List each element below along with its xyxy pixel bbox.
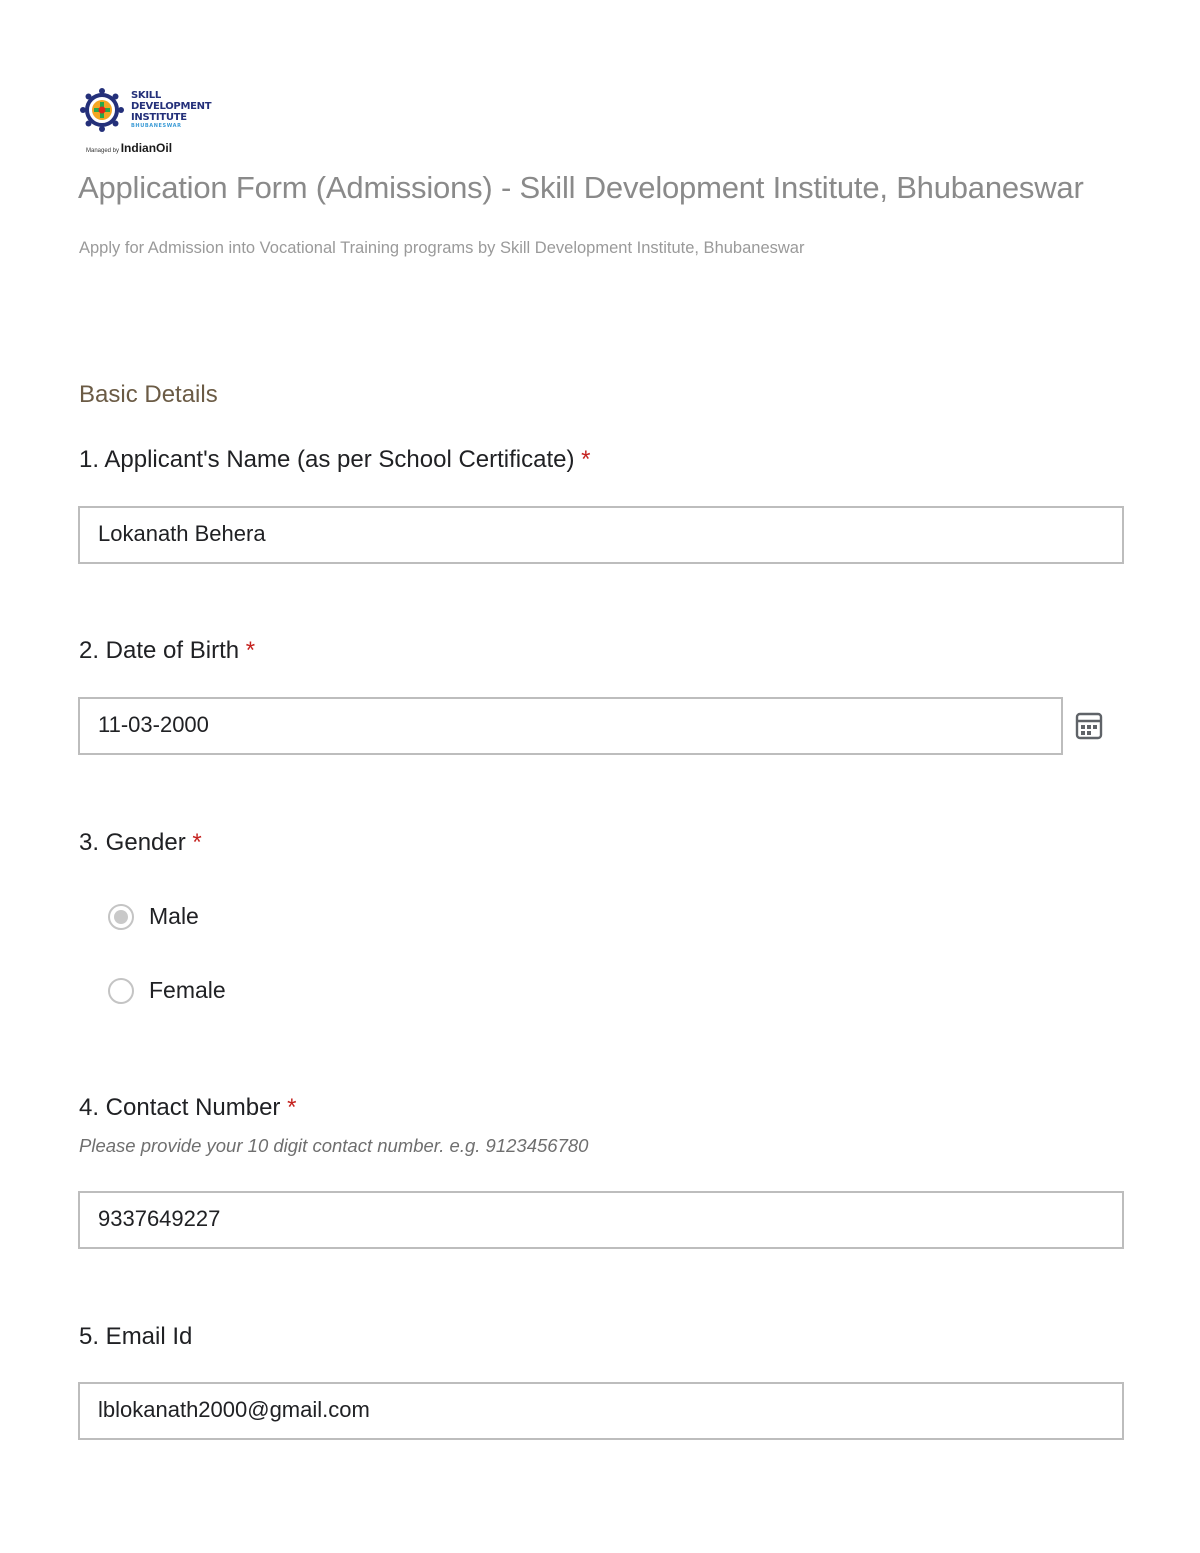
radio-selected-dot	[114, 910, 128, 924]
email-input[interactable]	[78, 1382, 1124, 1440]
email-input-value: lblokanath2000@gmail.com	[98, 1397, 370, 1422]
logo-line-2: DEVELOPMENT	[131, 101, 212, 112]
managed-by-brand: IndianOil	[120, 141, 173, 155]
logo-line-3: INSTITUTE	[131, 112, 187, 123]
section-title: Basic Details	[79, 381, 218, 408]
gender-option-label: Male	[149, 903, 199, 929]
contact-help-text: Please provide your 10 digit contact number. e.g. 9123456780	[79, 1135, 589, 1156]
question-contact-label	[79, 1094, 296, 1122]
question-dob-text: 2. Date of Birth	[79, 637, 240, 664]
radio-button[interactable]	[108, 978, 134, 1004]
required-marker: *	[581, 446, 591, 473]
logo-line-4: BHUBANESWAR	[131, 123, 182, 129]
logo-managed-by	[86, 141, 172, 155]
form-title: Application Form (Admissions) - Skill Development Institute, Bhubaneswar	[78, 170, 1084, 205]
question-gender-label	[79, 829, 202, 857]
required-marker: *	[245, 637, 256, 664]
form-description: Apply for Admission into Vocational Training programs by Skill Development Institute, Bhubaneswar	[79, 239, 805, 257]
question-email-label	[79, 1323, 192, 1351]
calendar-icon[interactable]	[1075, 711, 1103, 741]
question-dob-label	[79, 637, 255, 665]
contact-input-value: 9337649227	[98, 1206, 221, 1231]
name-input-value: Lokanath Behera	[98, 521, 266, 546]
question-name-text: 1. Applicant's Name (as per School Certificate)	[79, 446, 575, 473]
gender-option-label: Female	[149, 977, 226, 1003]
gear-emblem-icon	[78, 86, 126, 134]
logo-wordmark	[131, 90, 211, 130]
institute-logo	[78, 86, 212, 158]
required-marker: *	[287, 1094, 297, 1121]
question-gender-text: 3. Gender	[79, 829, 186, 856]
dob-input[interactable]	[78, 697, 1063, 755]
question-name-label	[79, 446, 590, 474]
name-input[interactable]	[78, 506, 1124, 564]
contact-input[interactable]	[78, 1191, 1124, 1249]
radio-button-selected[interactable]	[108, 904, 134, 930]
dob-input-value: 11-03-2000	[98, 712, 209, 737]
question-email-text: 5. Email Id	[79, 1323, 193, 1350]
managed-by-text: Managed by	[86, 148, 120, 154]
logo-line-1: SKILL	[131, 90, 161, 101]
required-marker: *	[192, 829, 202, 856]
question-contact-text: 4. Contact Number	[79, 1094, 281, 1121]
